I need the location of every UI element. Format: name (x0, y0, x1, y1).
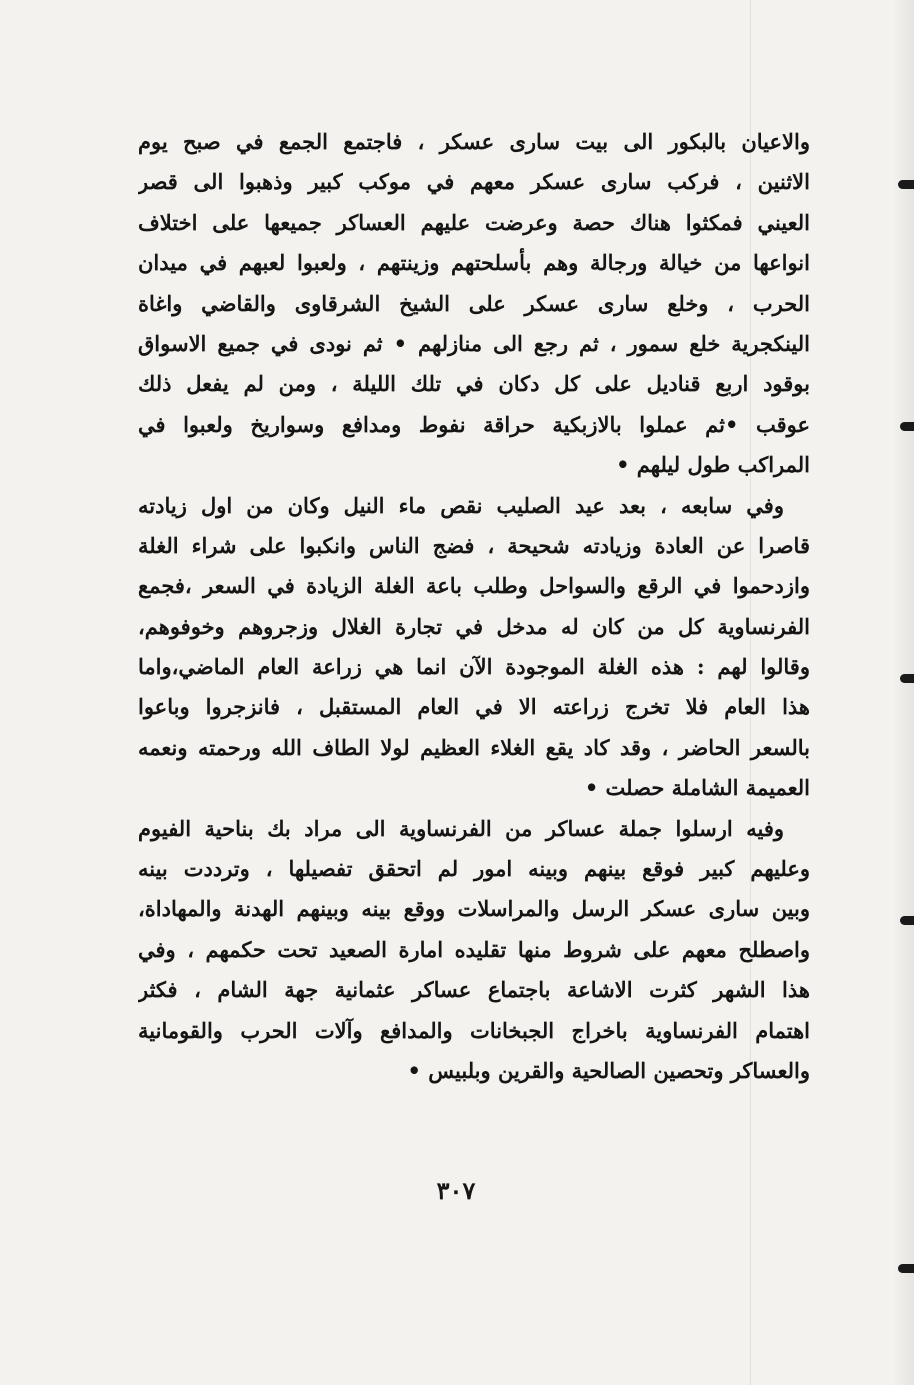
text-line: هذا الشهر كثرت الاشاعة باجتماع عساكر عثمانية جهة الشام ، فكثر (138, 977, 810, 1003)
text-line: الفرنساوية كل من كان له مدخل في تجارة الغلال وزجروهم وخوفوهم، (138, 613, 810, 639)
text-line: واصطلح معهم على شروط منها تقليده امارة الصعيد تحت حكمهم ، وفي (138, 936, 810, 962)
text-line: المراكب طول ليلهم • (616, 452, 810, 478)
text-line: الينكجرية خلع سمور ، ثم رجع الى منازلهم • ثم نودى في جميع الاسواق (138, 330, 810, 356)
margin-mark (900, 422, 914, 431)
page-number: ٣٠٧ (436, 1176, 476, 1205)
text-line: والاعيان بالبكور الى بيت سارى عسكر ، فاجتمع الجمع في صبح يوم (138, 129, 810, 154)
margin-mark (898, 1264, 914, 1273)
text-line: وعليهم كبير فوقع بينهم وبينه امور لم اتحقق تفصيلها ، وترددت بينه (138, 856, 810, 882)
paragraph-1 (138, 122, 810, 486)
text-line: والعساكر وتحصين الصالحية والقرين وبلبيس • (407, 1057, 810, 1083)
text-line: الحرب ، وخلع سارى عسكر على الشيخ الشرقاوى والقاضي واغاة (138, 290, 810, 316)
text-line: انواعها من خيالة ورجالة وهم بأسلحتهم وزينتهم ، ولعبوا لعبهم في ميدان (138, 250, 810, 276)
text-line: اهتمام الفرنساوية باخراج الجبخانات والمدافع وآلات الحرب والقومانية (138, 1017, 810, 1043)
text-line: وبين سارى عسكر الرسل والمراسلات ووقع بينه وبينهم الهدنة والمهاداة، (138, 896, 810, 922)
margin-mark (900, 674, 914, 683)
text-line: وقالوا لهم : هذه الغلة الموجودة الآن انما هي زراعة العام الماضي،واما (138, 654, 810, 680)
text-line: وازدحموا في الرقع والسواحل وطلب باعة الغلة الزيادة في السعر ،فجمع (138, 573, 810, 599)
text-line: العميمة الشاملة حصلت • (584, 775, 810, 801)
margin-mark (898, 180, 914, 189)
text-line: قاصرا عن العادة وزيادته شحيحة ، فضج الناس وانكبوا على شراء الغلة (138, 532, 810, 558)
text-line: وفيه ارسلوا جملة عساكر من الفرنساوية الى مراد بك بناحية الفيوم (138, 815, 784, 841)
text-line: العيني فمكثوا هناك حصة وعرضت عليهم العساكر جميعها على اختلاف (138, 209, 810, 235)
body-text (138, 122, 810, 1091)
page-edge-shadow (892, 0, 914, 1385)
text-line: الاثنين ، فركب سارى عسكر معهم في موكب كبير وذهبوا الى قصر (138, 169, 810, 195)
text-line: بالسعر الحاضر ، وقد كاد يقع الغلاء العظيم لولا الطاف الله ورحمته ونعمه (138, 734, 810, 760)
text-line: عوقب •ثم عملوا بالازبكية حراقة نفوط ومدافع وسواريخ ولعبوا في (138, 411, 810, 437)
text-line: هذا العام فلا تخرج زراعته الا في العام المستقبل ، فانزجروا وباعوا (138, 694, 810, 720)
paragraph-3 (138, 809, 810, 1092)
margin-mark (900, 916, 914, 925)
text-line: وفي سابعه ، بعد عيد الصليب نقص ماء النيل وكان من اول زيادته (138, 492, 784, 518)
text-line: بوقود اربع قناديل على كل دكان في تلك الليلة ، ومن لم يفعل ذلك (138, 371, 810, 397)
paragraph-2 (138, 486, 810, 809)
